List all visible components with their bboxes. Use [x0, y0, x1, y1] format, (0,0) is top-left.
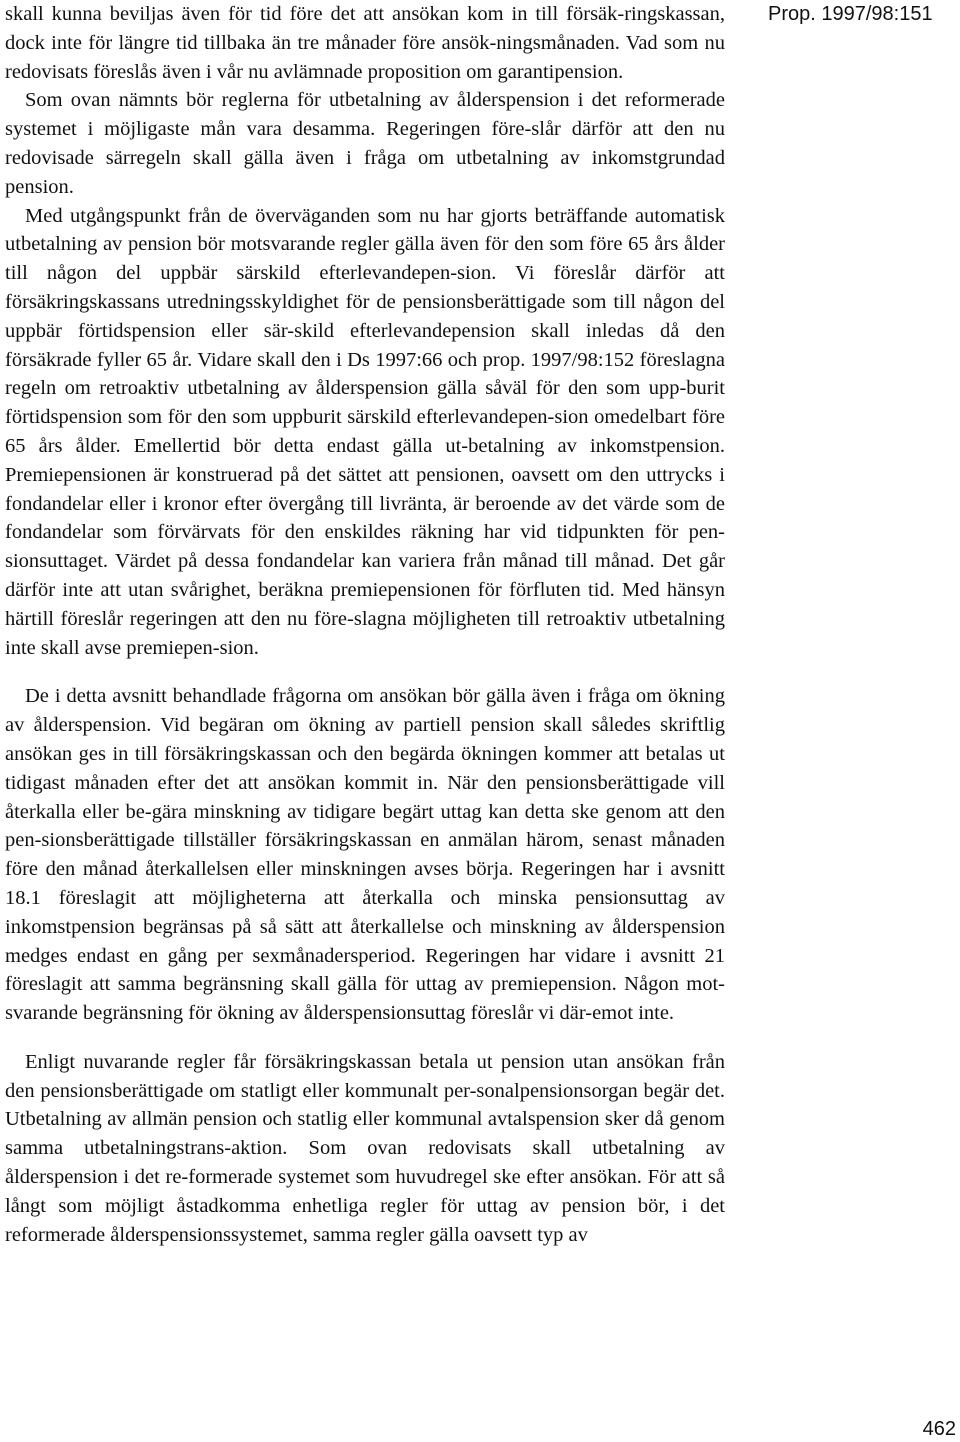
page-number: 462	[922, 1418, 956, 1440]
proposition-reference: Prop. 1997/98:151	[768, 3, 933, 25]
paragraph-nuvarande-regler: Enligt nuvarande regler får försäkringskassan betala ut pension utan ansökan från den pensionsberättigade om statligt eller kommunalt per-sonalpensionsorgan begär det. Utbetalning av allmän pension och statlig eller kommunal avtalspension sker då genom samma utbetalningstrans-aktion. Som ovan redovisats skall utbetalning av ålderspension i det re-formerade systemet som huvudregel ske efter ansökan. För att så långt som möjligt åstadkomma enhetliga regler för uttag av pension bör, i det reformerade ålderspensionssystemet, samma regler gälla oavsett typ av	[5, 1050, 725, 1246]
paragraph-okning: De i detta avsnitt behandlade frågorna om ansökan bör gälla även i fråga om ökning av ålderspension. Vid begäran om ökning av partiell pension skall således skriftlig ansökan ges in till försäkringskassan och den begärda ökningen kommer att betalas ut tidigast månaden efter det att ansökan kommit in. När den pensionsberättigade vill återkalla eller be-gära minskning av tidigare begärt uttag kan detta ske genom att den pen-sionsberättigade tillställer försäkringskassan en anmälan härom, senast månaden före den månad återkallelsen eller minskningen avses börja. Regeringen har i avsnitt 18.1 föreslagit att möjligheterna att återkalla och minska pensionsuttag av inkomstpension begränsas på så sätt att återkallelse och minskning av ålderspension medges endast en gång per sexmånadersperiod. Regeringen har vidare i avsnitt 21 föreslagit att samma begränsning skall gälla för uttag av premiepension. Någon mot-svarande begränsning för ökning av ålderspensionsuttag föreslår vi där-emot inte.	[5, 685, 725, 1025]
paragraph-utgangspunkt: Med utgångspunkt från de överväganden som nu har gjorts beträffande automatisk utbetalning av pension bör motsvarande regler gälla även för den som före 65 års ålder till någon del uppbär särskild efterlevandepen-sion. Vi föreslår därför att försäkringskassans utredningsskyldighet för de pensionsberättigade som till någon del uppbär förtidspension eller sär-skild efterlevandepension skall inledas då den försäkrade fyller 65 år. Vidare skall den i Ds 1997:66 och prop. 1997/98:152 föreslagna regeln om retroaktiv utbetalning av ålderspension gälla såväl för den som upp-burit förtidspension som för den som uppburit särskild efterlevandepen-sion omedelbart före 65 års ålder. Emellertid bör detta endast gälla ut-betalning av inkomstpension. Premiepensionen är konstruerad på det sättet att pensionen, oavsett om den uttrycks i fondandelar eller i kronor efter övergång till livränta, är beroende av det värde som de fondandelar som förvärvats för den enskildes räkning har vid tidpunkten för pen-sionsuttaget. Värdet på dessa fondandelar kan variera från månad till månad. Det går därför inte att utan svårighet, beräkna premiepensionen för förfluten tid. Med hänsyn härtill föreslår regeringen att den nu före-slagna möjligheten till retroaktiv utbetalning inte skall avse premiepen-sion.	[5, 204, 725, 659]
body-text	[5, 0, 725, 1249]
paragraph-continuation: skall kunna beviljas även för tid före det att ansökan kom in till försäk-ringskassan, dock inte för längre tid tillbaka än tre månader före ansök-ningsmånaden. Vad som nu redovisats föreslås även i vår nu avlämnade proposition om garantipension.	[5, 3, 725, 83]
paragraph-regler: Som ovan nämnts bör reglerna för utbetalning av ålderspension i det reformerade systemet i möjligaste mån vara desamma. Regeringen före-slår därför att den nu redovisade särregeln skall gälla även i fråga om utbetalning av inkomstgrundad pension.	[5, 89, 725, 198]
